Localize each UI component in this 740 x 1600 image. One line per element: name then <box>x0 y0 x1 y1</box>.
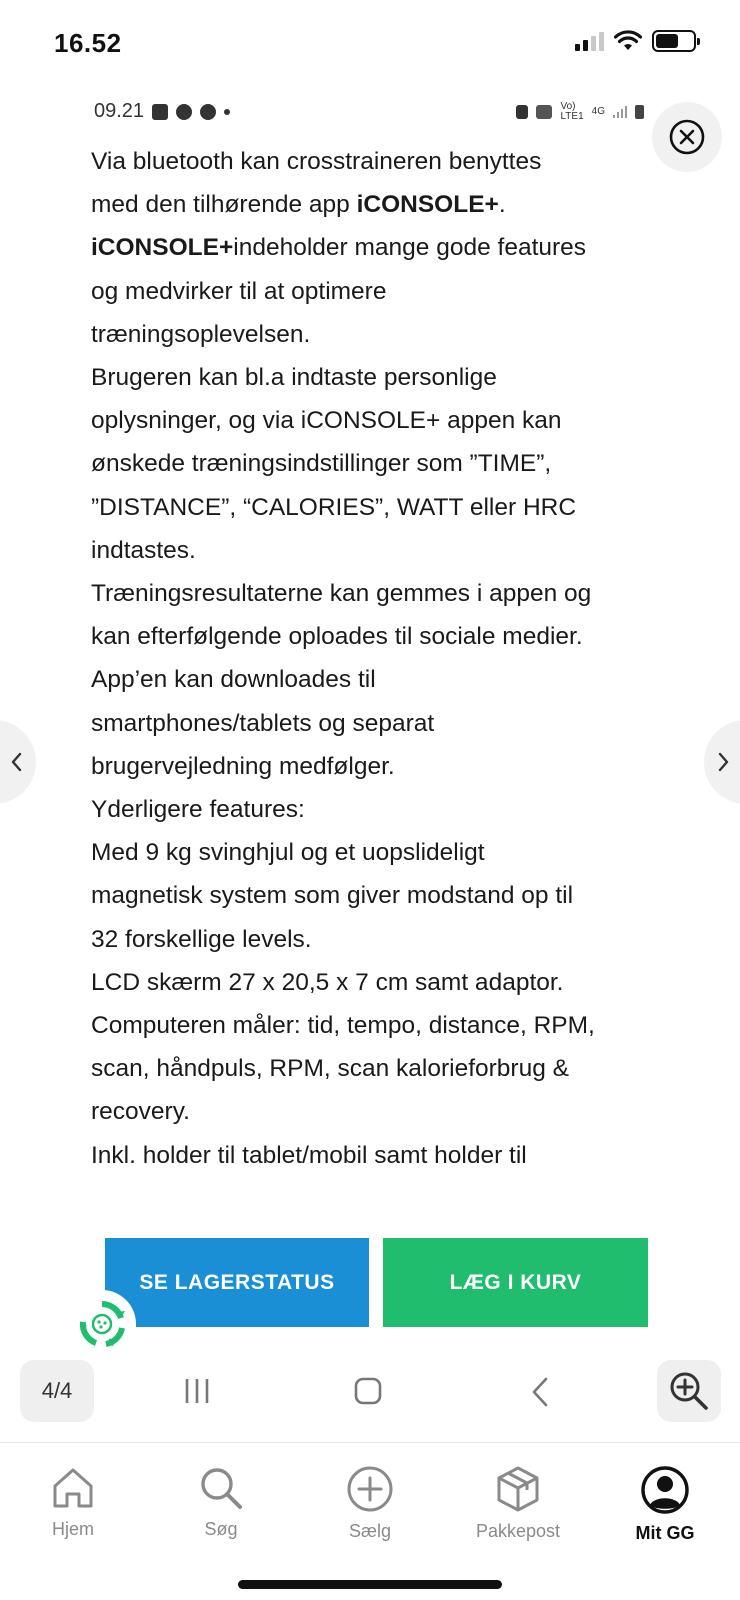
inner-signal-icon <box>613 106 627 118</box>
search-icon <box>198 1465 244 1511</box>
text-line: indtastes. <box>91 536 196 564</box>
inner-battery-icon <box>635 105 644 119</box>
package-icon <box>494 1465 542 1513</box>
zoom-button[interactable] <box>657 1360 721 1422</box>
text-line: 32 forskellige levels. <box>91 925 312 953</box>
text-line: ”DISTANCE”, “CALORIES”, WATT eller HRC <box>91 493 577 521</box>
text-line: Computeren måler: tid, tempo, distance, RPM, <box>91 1012 595 1040</box>
text-line: træningsoplevelsen. <box>91 320 311 348</box>
text-line: kan efterfølgende oploades til sociale medier. <box>91 623 583 651</box>
home-icon <box>50 1465 96 1511</box>
add-to-cart-button[interactable]: LÆG I KURV <box>383 1238 648 1327</box>
signal-icon <box>575 31 604 51</box>
recycle-icon <box>76 1298 128 1350</box>
home-indicator <box>238 1580 502 1589</box>
text-line: magnetisk system som giver modstand op til <box>91 882 574 910</box>
text-line: recovery. <box>91 1098 190 1126</box>
more-dot-icon <box>224 109 230 115</box>
text-line: Inkl. holder til tablet/mobil samt holder til <box>91 1141 527 1169</box>
text-line: Yderligere features: <box>91 796 305 824</box>
tab-sell[interactable]: Sælg <box>300 1465 440 1542</box>
text-line: LCD skærm 27 x 20,5 x 7 cm samt adaptor. <box>91 968 564 996</box>
android-recents-icon <box>182 1376 212 1406</box>
previous-image-button[interactable] <box>0 720 36 804</box>
wifi-icon <box>614 30 642 52</box>
notification-icon <box>176 104 192 120</box>
chevron-left-icon <box>9 751 23 773</box>
product-description <box>91 140 661 1177</box>
android-back-icon <box>528 1376 552 1408</box>
text-line: Brugeren kan bl.a indtaste personlige <box>91 364 497 392</box>
tab-mit-gg[interactable]: Mit GG <box>595 1465 735 1544</box>
network-type: 4G <box>591 106 605 117</box>
next-image-button[interactable] <box>704 720 740 804</box>
text-line: scan, håndpuls, RPM, scan kalorieforbrug & <box>91 1055 569 1083</box>
stock-status-button[interactable]: SE LAGERSTATUS <box>105 1238 369 1327</box>
gallery-icon <box>152 104 168 120</box>
tab-search[interactable]: Søg <box>151 1465 291 1540</box>
chevron-right-icon <box>717 751 731 773</box>
text-line: smartphones/tablets og separat <box>91 709 435 737</box>
inner-status-time: 09.21 <box>94 100 145 122</box>
text-line: Med 9 kg svinghjul og et uopslideligt <box>91 839 485 867</box>
close-button[interactable] <box>652 102 722 172</box>
text-line: Træningsresultaterne kan gemmes i appen og <box>91 580 592 608</box>
tab-pakkepost[interactable]: Pakkepost <box>448 1465 588 1542</box>
alarm-icon <box>516 105 528 119</box>
text-line: med den tilhørende app iCONSOLE+. <box>91 191 506 219</box>
volte-label: Vo) LTE1 <box>560 100 584 122</box>
text-line: Via bluetooth kan crosstraineren benyttes <box>91 148 542 175</box>
recycle-badge <box>70 1292 134 1356</box>
text-line: oplysninger, og via iCONSOLE+ appen kan <box>91 407 562 435</box>
text-line: ønskede træningsindstillinger som ”TIME”, <box>91 450 552 478</box>
status-icons <box>575 30 696 52</box>
app-icon <box>200 104 216 120</box>
text-line: brugervejledning medfølger. <box>91 752 395 780</box>
plus-circle-icon <box>346 1465 394 1513</box>
mute-icon <box>536 105 552 119</box>
status-time: 16.52 <box>54 28 122 58</box>
user-circle-icon <box>640 1465 690 1515</box>
text-line: App’en kan downloades til <box>91 666 376 694</box>
close-circle-icon <box>668 118 706 156</box>
page-counter: 4/4 <box>20 1360 94 1422</box>
android-home-icon <box>353 1376 383 1406</box>
text-line: og medvirker til at optimere <box>91 277 387 305</box>
tab-bar <box>0 1442 740 1600</box>
tab-home[interactable]: Hjem <box>3 1465 143 1540</box>
zoom-in-icon <box>667 1369 711 1413</box>
battery-icon <box>652 30 696 52</box>
inner-status-bar <box>94 100 644 123</box>
text-line: iCONSOLE+indeholder mange gode features <box>91 234 587 262</box>
